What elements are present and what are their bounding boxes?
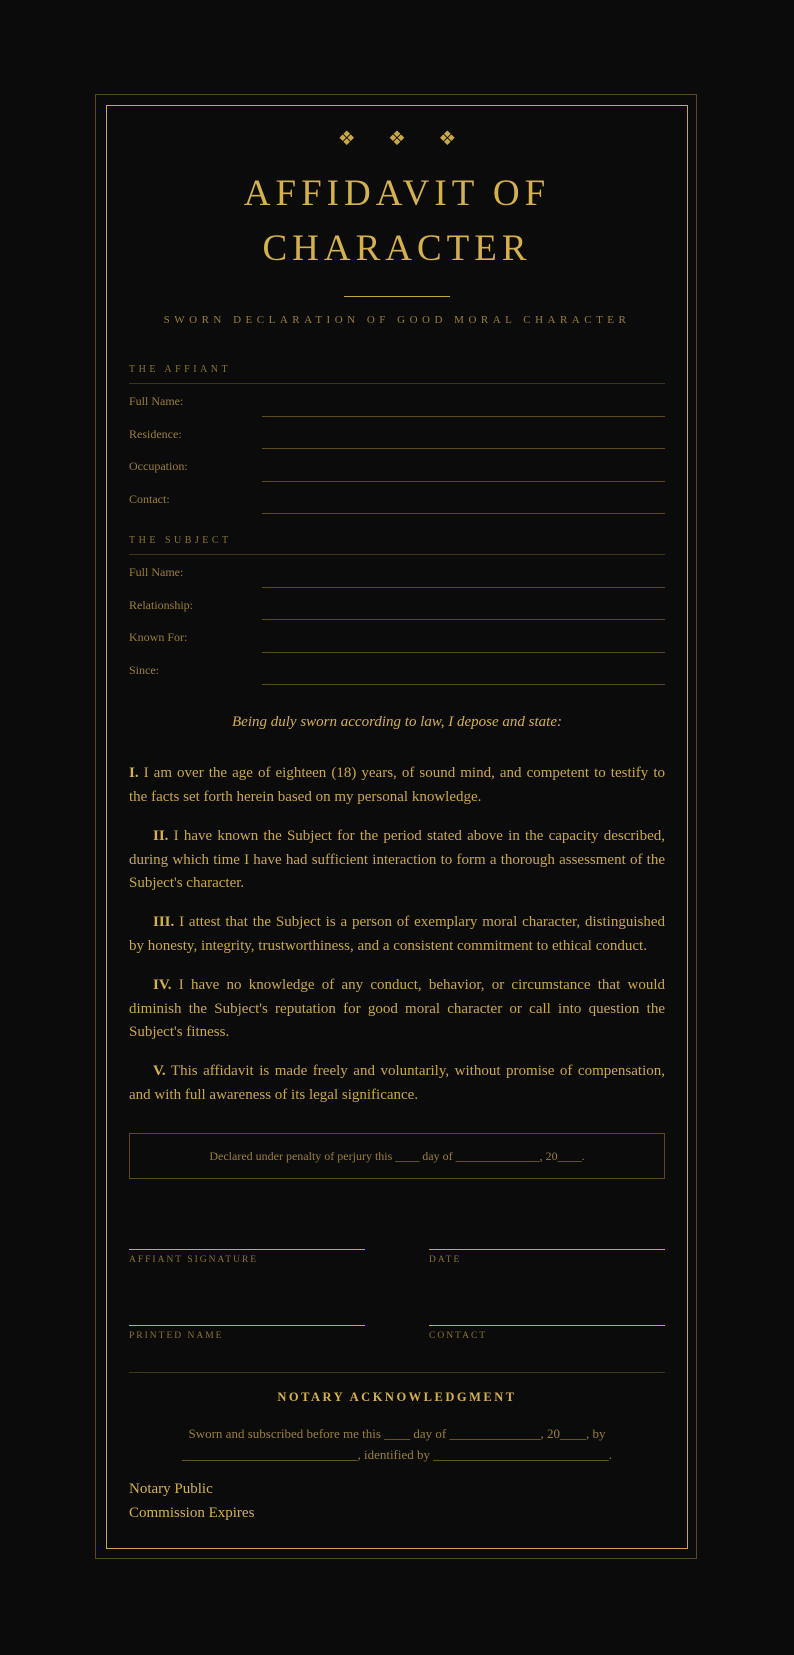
printed-name-label: PRINTED NAME: [129, 1331, 224, 1341]
notary-statement-line2: ___________________________, identified by ___________________________.: [181, 1447, 613, 1462]
subject-known-for-field[interactable]: [262, 652, 665, 653]
paragraph-5: [129, 1060, 665, 1107]
paragraph-text: I am over the age of eighteen (18) years, of sound mind, and competent to testify to the facts set forth herein based on my personal knowledge.: [129, 765, 665, 805]
paragraph-number: II.: [153, 828, 169, 844]
affiant-residence-label: Residence:: [129, 427, 182, 441]
affiant-contact-field[interactable]: [262, 513, 665, 514]
contact-line[interactable]: [429, 1325, 665, 1326]
affiant-signature-label: AFFIANT SIGNATURE: [129, 1255, 259, 1265]
affiant-contact-label: Contact:: [129, 492, 170, 506]
perjury-declaration-box: Declared under penalty of perjury this ____ day of ______________, 20____.: [129, 1133, 665, 1179]
notary-separator: [129, 1372, 665, 1373]
affiant-section-heading: THE AFFIANT: [129, 364, 665, 384]
paragraph-number: IV.: [153, 977, 172, 993]
document-title-line1: AFFIDAVIT OF: [243, 173, 551, 214]
ornament-row: [0, 126, 794, 150]
paragraph-number: III.: [153, 914, 175, 930]
subject-section-heading: THE SUBJECT: [129, 535, 665, 555]
document-title-line2: CHARACTER: [262, 228, 532, 269]
commission-expires-label: Commission Expires: [129, 1505, 255, 1521]
subject-relationship-field[interactable]: [262, 619, 665, 620]
affiant-full-name-field[interactable]: [262, 416, 665, 417]
subject-relationship-label: Relationship:: [129, 598, 193, 612]
affiant-signature-line[interactable]: [129, 1249, 365, 1250]
paragraph-text: I have no knowledge of any conduct, behavior, or circumstance that would diminish the Subject's reputation for good moral character or call into question the Subject's fitness.: [129, 977, 665, 1040]
subject-since-field[interactable]: [262, 684, 665, 685]
subject-since-label: Since:: [129, 663, 159, 677]
diamond-ornament-icon: ❖: [337, 126, 356, 150]
title-divider: [344, 296, 450, 297]
affiant-occupation-label: Occupation:: [129, 459, 188, 473]
affiant-occupation-field[interactable]: [262, 481, 665, 482]
notary-heading: NOTARY ACKNOWLEDGMENT: [277, 1390, 517, 1404]
paragraph-number: V.: [153, 1063, 166, 1079]
notary-public-label: Notary Public: [129, 1481, 213, 1497]
affiant-residence-field[interactable]: [262, 448, 665, 449]
document-subtitle: SWORN DECLARATION OF GOOD MORAL CHARACTER: [163, 314, 631, 326]
notary-statement-line1: Sworn and subscribed before me this ____ day of ______________, 20____, by: [188, 1426, 606, 1441]
paragraph-1: [129, 762, 665, 809]
diamond-ornament-icon: ❖: [438, 126, 457, 150]
subject-full-name-label: Full Name:: [129, 565, 184, 579]
notary-statement: [160, 1423, 634, 1465]
contact-label: CONTACT: [429, 1331, 488, 1341]
paragraph-3: [129, 911, 665, 958]
diamond-ornament-icon: ❖: [388, 126, 406, 150]
affiant-full-name-label: Full Name:: [129, 394, 184, 408]
date-label: DATE: [429, 1255, 462, 1265]
paragraph-text: I have known the Subject for the period stated above in the capacity described, during which time I have had sufficient interaction to form a thorough assessment of the Subject's character.: [129, 828, 665, 891]
paragraph-number: I.: [129, 765, 139, 781]
paragraph-text: This affidavit is made freely and voluntarily, without promise of compensation, and with full awareness of its legal significance.: [129, 1063, 665, 1103]
printed-name-line[interactable]: [129, 1325, 365, 1326]
paragraph-2: [129, 825, 665, 896]
subject-full-name-field[interactable]: [262, 587, 665, 588]
subject-known-for-label: Known For:: [129, 630, 188, 644]
paragraph-text: I attest that the Subject is a person of exemplary moral character, distinguished by honesty, integrity, trustworthiness, and a consistent commitment to ethical conduct.: [129, 914, 665, 954]
paragraph-4: [129, 974, 665, 1045]
date-line[interactable]: [429, 1249, 665, 1250]
sworn-statement: Being duly sworn according to law, I depose and state:: [232, 714, 562, 730]
